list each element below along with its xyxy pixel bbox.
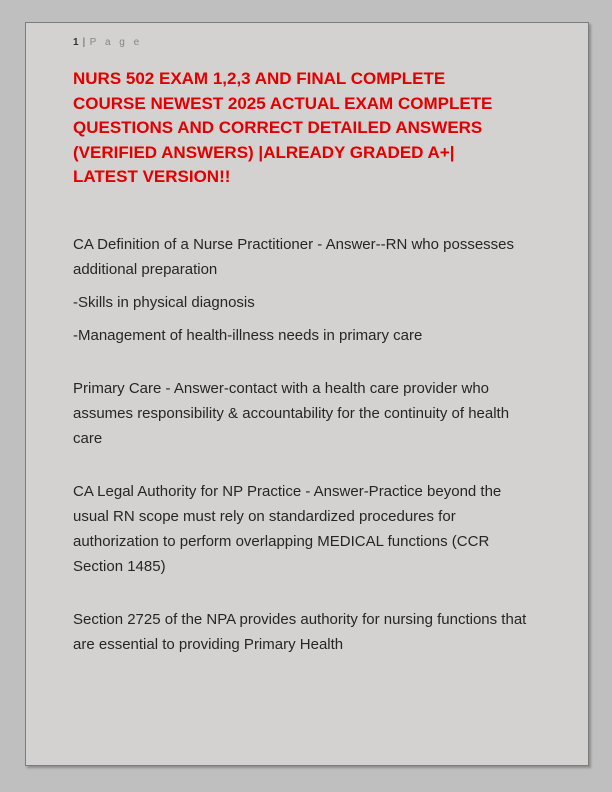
document-body [73, 232, 541, 657]
paragraph-qa-legal-authority: CA Legal Authority for NP Practice - Answer-Practice beyond the usual RN scope must rely on standardized procedures for authorization to perform overlapping MEDICAL functions (CCR Section 1485) [73, 482, 502, 575]
paragraph-management-bullet: -Management of health-illness needs in primary care [73, 326, 423, 344]
document-page [25, 22, 589, 766]
paragraph-skills-bullet: -Skills in physical diagnosis [73, 293, 255, 311]
title-line-1: NURS 502 EXAM 1,2,3 AND FINAL COMPLETE [73, 69, 446, 88]
page-header-separator: | [82, 37, 86, 48]
page-header [73, 37, 541, 48]
paragraph-qa-primary-care: Primary Care - Answer-contact with a health care provider who assumes responsibility & accountability for the continuity of health care [73, 379, 510, 447]
document-title [73, 67, 541, 190]
page-number: 1 [73, 37, 79, 48]
title-line-4: (VERIFIED ANSWERS) |ALREADY GRADED A+| [73, 142, 455, 162]
page-header-label: P a g e [89, 37, 143, 48]
paragraph-qa-section-2725: Section 2725 of the NPA provides authority for nursing functions that are essential to providing Primary Health [73, 610, 527, 653]
paragraph-qa-np-definition: CA Definition of a Nurse Practitioner - Answer--RN who possesses additional preparation [73, 235, 515, 278]
title-line-5: LATEST VERSION!! [73, 167, 231, 186]
title-line-2: COURSE NEWEST 2025 ACTUAL EXAM COMPLETE [73, 93, 493, 113]
title-line-3: QUESTIONS AND CORRECT DETAILED ANSWERS [73, 118, 483, 137]
